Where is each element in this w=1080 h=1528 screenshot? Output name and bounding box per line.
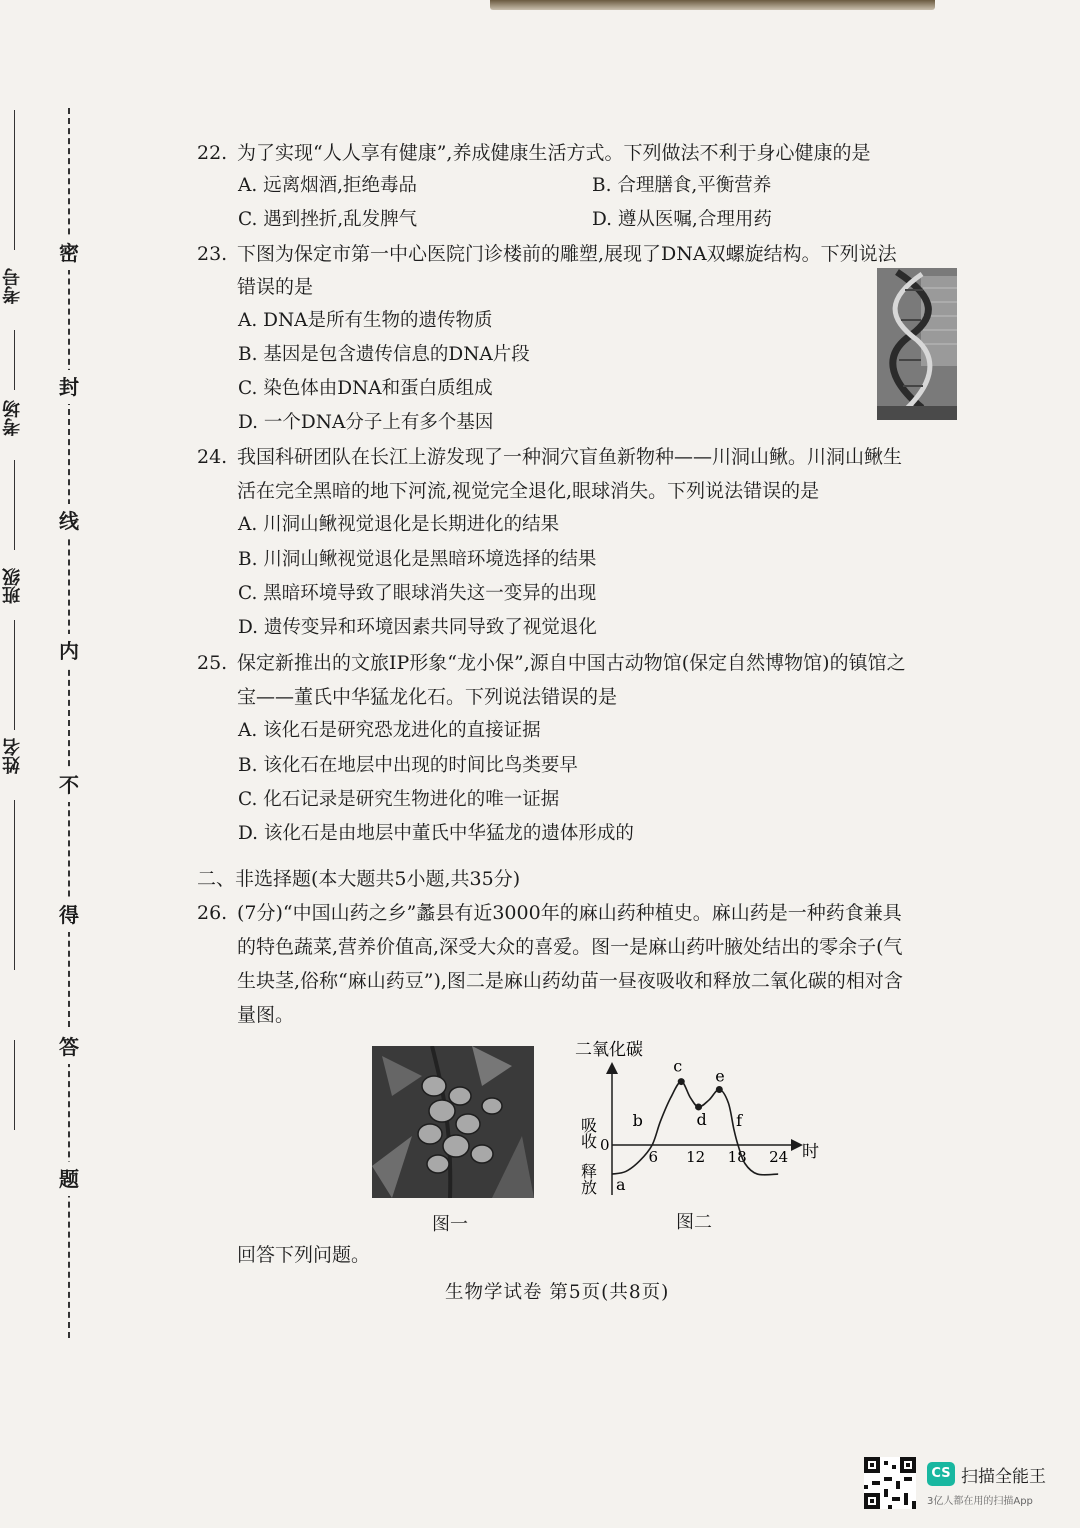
question-26-stem: 26. (7分)“中国山药之乡”蠡县有近3000年的麻山药种植史。麻山药是一种药食兼具 xyxy=(197,902,902,924)
y-label-release: 释放 xyxy=(578,1163,598,1195)
question-26-line4: 量图。 xyxy=(237,1004,295,1026)
field-label-exam-number: 考号 xyxy=(2,268,23,304)
yam-bulbil-photo xyxy=(372,1046,534,1198)
q22-option-b: B. 合理膳食,平衡营养 xyxy=(592,175,772,196)
q23-option-a: A. DNA是所有生物的遗传物质 xyxy=(238,310,493,331)
q23-option-d: D. 一个DNA分子上有多个基因 xyxy=(238,412,494,433)
q22-option-d: D. 遵从医嘱,合理用药 xyxy=(592,209,772,230)
field-line xyxy=(14,460,15,550)
q22-option-a: A. 远离烟酒,拒绝毒品 xyxy=(238,175,418,196)
scanner-logo-icon: CS xyxy=(927,1462,955,1486)
point-e xyxy=(716,1086,723,1093)
scanner-tagline: 3亿人都在用的扫描App xyxy=(927,1496,1033,1507)
origin-label: 0 xyxy=(600,1136,610,1154)
field-line xyxy=(14,620,15,730)
q24-option-d: D. 遗传变异和环境因素共同导致了视觉退化 xyxy=(238,617,597,638)
field-line xyxy=(14,800,15,970)
question-25-stem: 25. 保定新推出的文旅IP形象“龙小保”,源自中国古动物馆(保定自然博物馆)的镇馆之 xyxy=(197,652,906,674)
section-2-heading: 二、非选择题(本大题共5小题,共35分) xyxy=(197,868,521,890)
dna-sculpture-photo xyxy=(877,268,957,420)
question-23-stem-cont: 错误的是 xyxy=(237,276,314,298)
qr-code xyxy=(864,1457,916,1509)
seal-char: 密 xyxy=(52,236,86,270)
question-24-stem: 24. 我国科研团队在长江上游发现了一种洞穴盲鱼新物种——川洞山鳅。川洞山鳅生 xyxy=(197,446,903,468)
seal-char: 得 xyxy=(52,898,86,932)
seal-char: 题 xyxy=(52,1162,86,1196)
q25-option-a: A. 该化石是研究恐龙进化的直接证据 xyxy=(238,720,541,741)
field-line xyxy=(14,110,15,250)
scanner-brand: 扫描全能王 xyxy=(961,1467,1046,1487)
x-tick-label: 18 xyxy=(727,1148,747,1166)
page-footer: 生物学试卷 第5页(共8页) xyxy=(445,1282,670,1303)
field-label-class: 班级 xyxy=(2,568,23,604)
y-label-absorb: 吸收 xyxy=(578,1117,598,1149)
question-26-line2: 的特色蔬菜,营养价值高,深受大众的喜爱。图一是麻山药叶腋处结出的零余子(气 xyxy=(237,936,903,958)
point-label-c: c xyxy=(673,1056,683,1076)
q25-option-b: B. 该化石在地层中出现的时间比鸟类要早 xyxy=(238,755,578,776)
seal-char: 内 xyxy=(52,634,86,668)
point-label-f: f xyxy=(736,1110,742,1130)
top-paper-edge xyxy=(490,0,935,10)
x-tick-label: 24 xyxy=(769,1148,789,1166)
answer-prompt: 回答下列问题。 xyxy=(237,1244,371,1266)
q23-option-b: B. 基因是包含遗传信息的DNA片段 xyxy=(238,344,530,365)
x-tick-label: 6 xyxy=(648,1148,659,1166)
seal-char: 线 xyxy=(52,504,86,538)
q24-option-c: C. 黑暗环境导致了眼球消失这一变异的出现 xyxy=(238,583,597,604)
field-line xyxy=(14,1040,15,1130)
chart-title: 二氧化碳 xyxy=(575,1040,643,1060)
seal-char: 答 xyxy=(52,1030,86,1064)
q24-option-b: B. 川洞山鳅视觉退化是黑暗环境选择的结果 xyxy=(238,549,597,570)
q23-option-c: C. 染色体由DNA和蛋白质组成 xyxy=(238,378,493,399)
question-24-stem-cont: 活在完全黑暗的地下河流,视觉完全退化,眼球消失。下列说法错误的是 xyxy=(237,480,820,502)
q22-option-c: C. 遇到挫折,乱发脾气 xyxy=(238,209,418,230)
co2-chart xyxy=(570,1035,830,1205)
field-label-name: 姓名 xyxy=(2,738,23,774)
x-tick-label: 12 xyxy=(686,1148,706,1166)
point-label-b: b xyxy=(632,1110,643,1130)
x-axis-label: 时 xyxy=(802,1142,819,1162)
q25-option-d: D. 该化石是由地层中董氏中华猛龙的遗体形成的 xyxy=(238,823,634,844)
seal-char: 封 xyxy=(52,370,86,404)
figure-2-caption: 图二 xyxy=(676,1212,712,1233)
question-23-stem: 23. 下图为保定市第一中心医院门诊楼前的雕塑,展现了DNA双螺旋结构。下列说法 xyxy=(197,243,897,265)
question-26-line3: 生块茎,俗称“麻山药豆”),图二是麻山药幼苗一昼夜吸收和释放二氧化碳的相对含 xyxy=(237,970,903,992)
field-label-exam-room: 考场 xyxy=(2,400,23,436)
question-22-stem: 22. 为了实现“人人享有健康”,养成健康生活方式。下列做法不利于身心健康的是 xyxy=(197,142,871,164)
point-label-a: a xyxy=(616,1175,626,1195)
field-line xyxy=(14,330,15,390)
point-label-d: d xyxy=(696,1109,707,1129)
point-label-e: e xyxy=(715,1066,725,1086)
seal-char: 不 xyxy=(52,768,86,802)
q25-option-c: C. 化石记录是研究生物进化的唯一证据 xyxy=(238,789,560,810)
figure-1-caption: 图一 xyxy=(432,1214,468,1235)
q24-option-a: A. 川洞山鳅视觉退化是长期进化的结果 xyxy=(238,514,560,535)
point-c xyxy=(678,1078,685,1085)
binding-dashed-line xyxy=(68,108,70,1338)
question-25-stem-cont: 宝——董氏中华猛龙化石。下列说法错误的是 xyxy=(237,686,618,708)
